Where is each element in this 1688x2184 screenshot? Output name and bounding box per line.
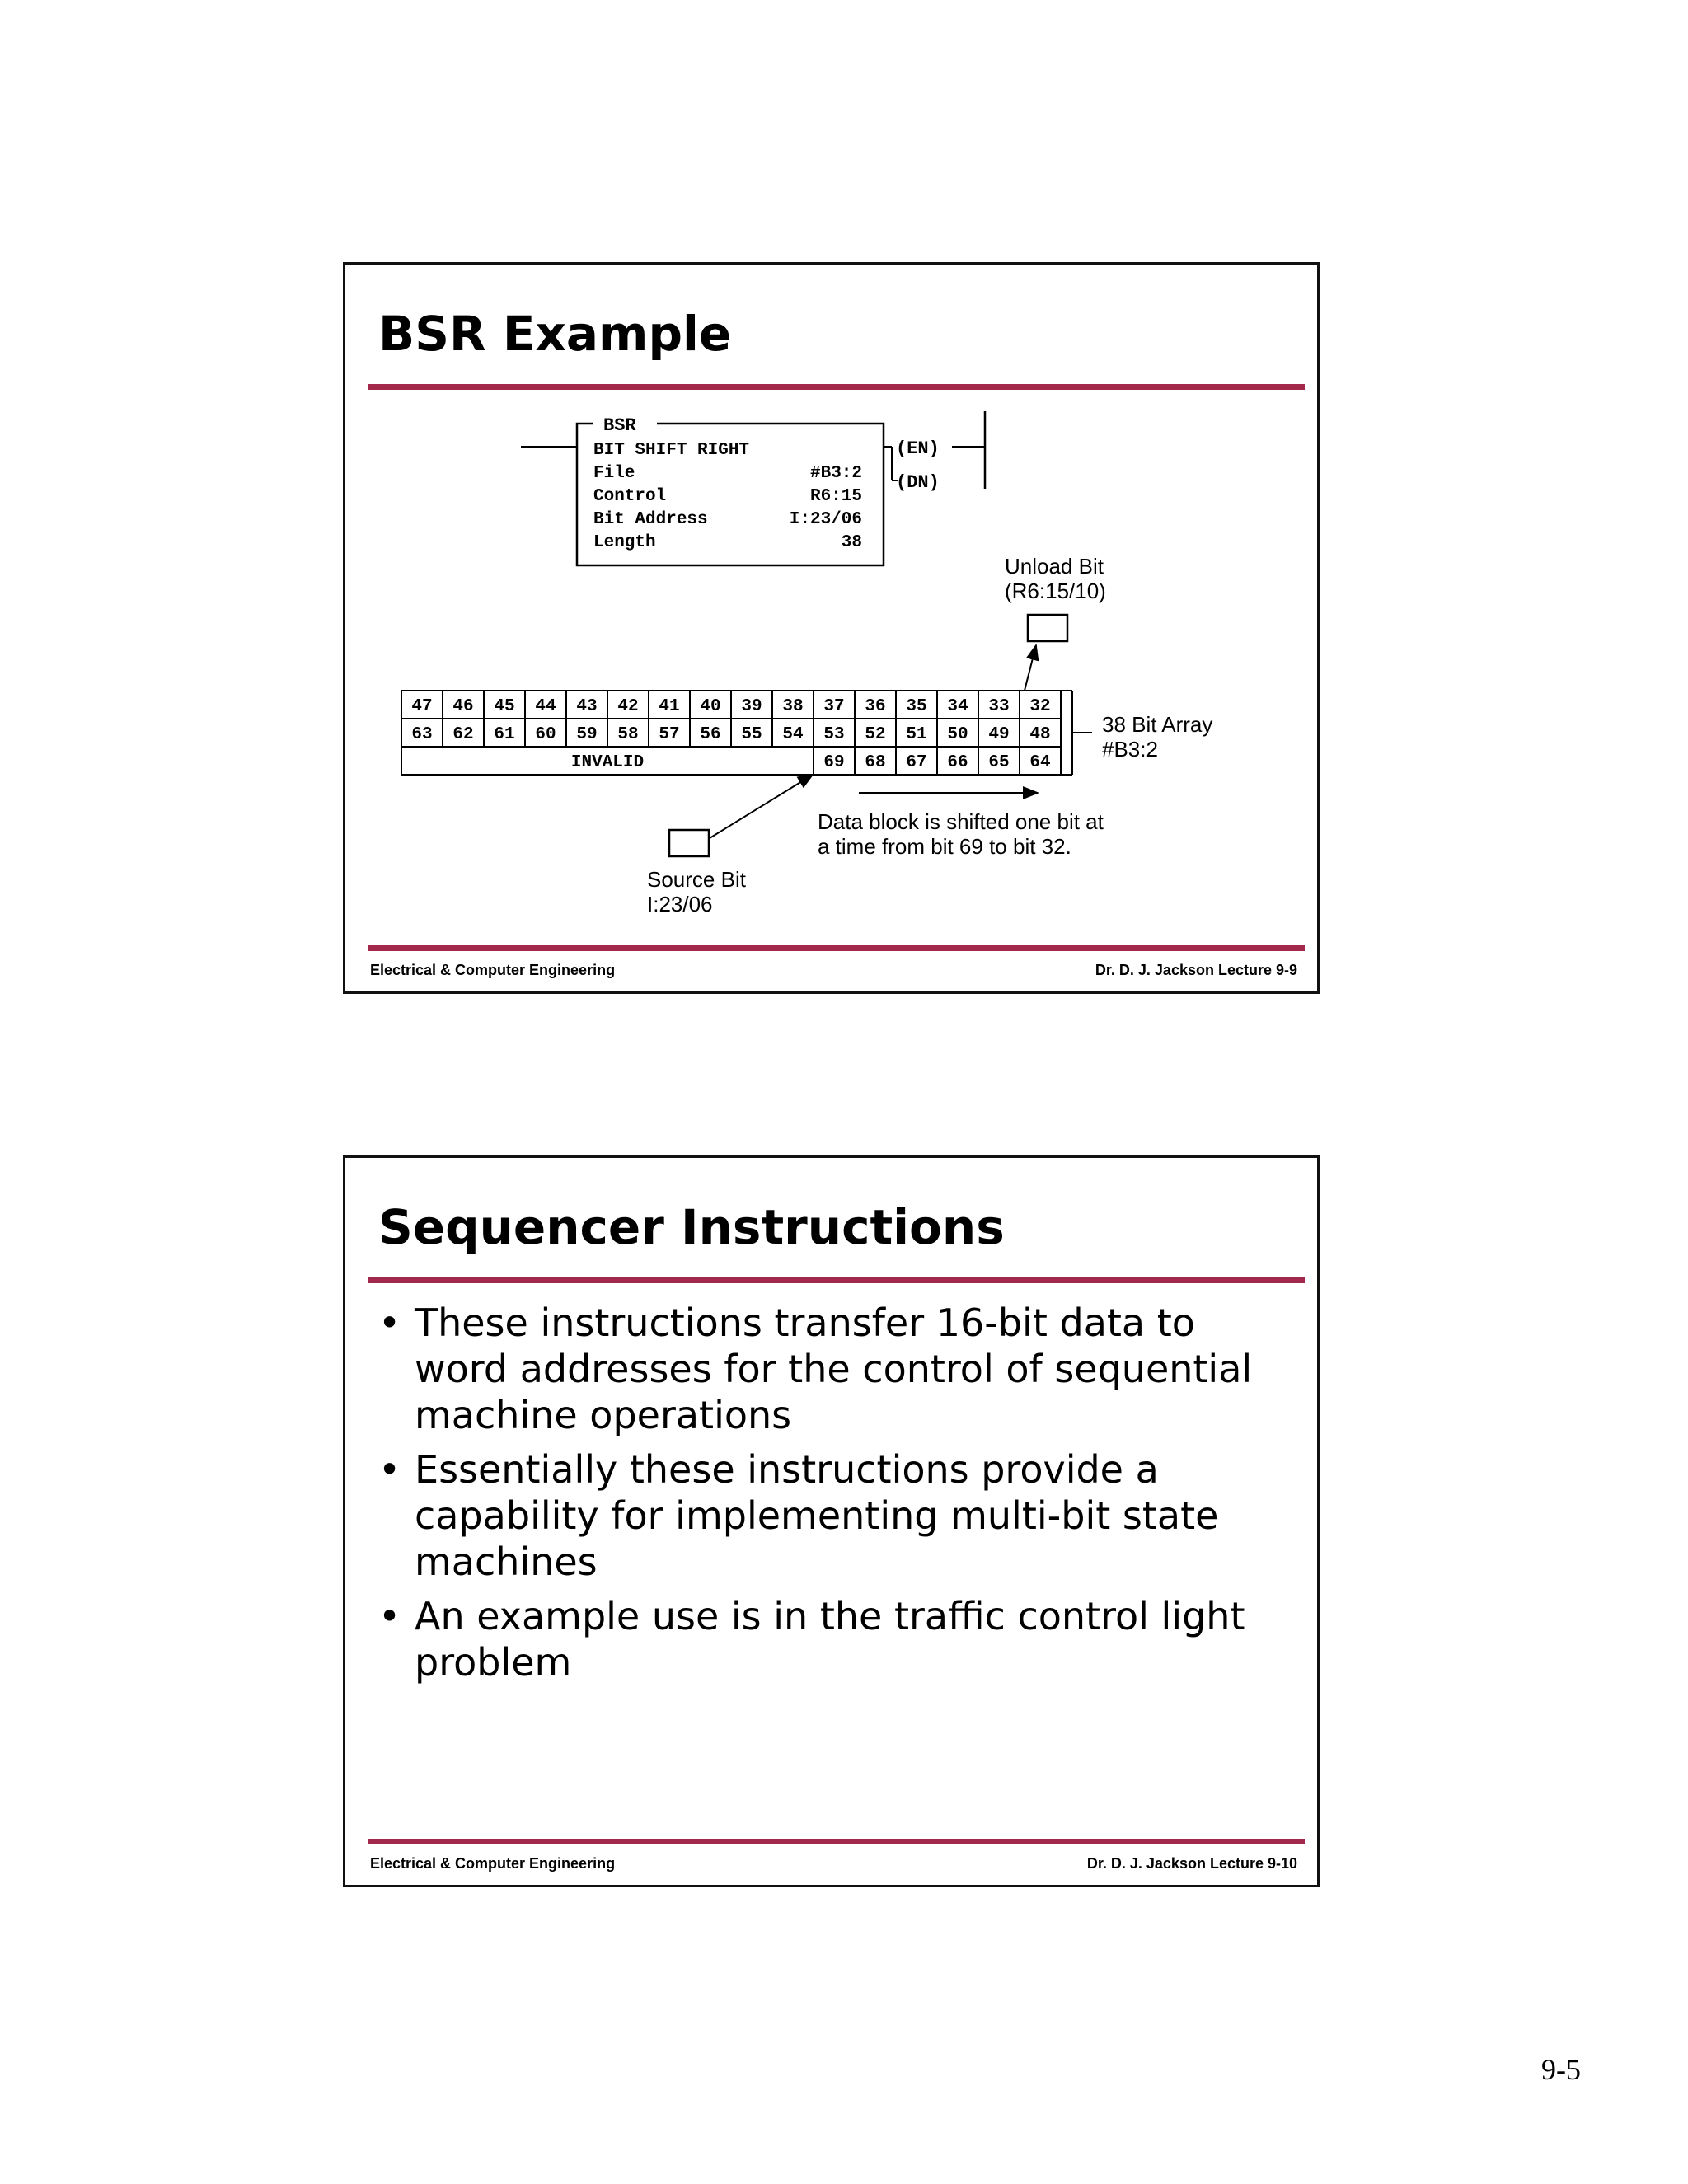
bit-cell: 64: [1029, 753, 1051, 772]
block-line-4-label: Bit Address: [593, 510, 708, 529]
bit-cell: 33: [988, 697, 1010, 716]
block-line-3-label: Control: [593, 487, 667, 506]
bit-cell: 67: [906, 753, 927, 772]
bit-cell: 68: [865, 753, 886, 772]
bit-cell: 42: [617, 697, 639, 716]
bit-cell: 54: [782, 725, 804, 744]
invalid-cell: INVALID: [570, 753, 645, 772]
bit-cell: 53: [823, 725, 845, 744]
bit-cell: 49: [988, 725, 1010, 744]
bullet-text: These instructions transfer 16-bit data to word addresses for the control of sequential machine operations: [415, 1301, 1253, 1437]
source-bit-box: [669, 830, 709, 856]
slide-bsr-example: [343, 262, 1320, 994]
bullet-dot: •: [378, 1301, 401, 1345]
bsr-diagram: [345, 265, 1322, 996]
source-label-1: Source Bit: [647, 867, 746, 892]
footer-rule: [368, 945, 1305, 951]
bit-cell: 63: [411, 725, 433, 744]
shift-note-1: Data block is shifted one bit at: [818, 809, 1104, 834]
title-rule: [368, 1277, 1305, 1283]
footer-right: Dr. D. J. Jackson Lecture 9-9: [1095, 962, 1297, 978]
bit-cell: 47: [411, 697, 433, 716]
bullet-dot: •: [378, 1594, 401, 1638]
footer-left: Electrical & Computer Engineering: [370, 962, 616, 978]
footer-rule: [368, 1839, 1305, 1844]
slide-title: Sequencer Instructions: [378, 1199, 1005, 1255]
bit-cell: 50: [947, 725, 968, 744]
bit-cell: 66: [947, 753, 968, 772]
bit-cell: 58: [617, 725, 639, 744]
block-line-3-value: R6:15: [809, 487, 862, 506]
bit-cell: 35: [906, 697, 927, 716]
bullet-item: [378, 1446, 1293, 1585]
bullet-item: [378, 1593, 1293, 1685]
array-label-2: #B3:2: [1102, 737, 1158, 762]
bit-cell: 48: [1029, 725, 1051, 744]
bsr-instruction-block: [577, 415, 884, 565]
bit-cell: 38: [782, 697, 804, 716]
page-number: 9-5: [1541, 2053, 1581, 2086]
bit-cell: 34: [947, 697, 968, 716]
bullet-text: An example use is in the traffic control light problem: [415, 1594, 1245, 1685]
footer-left: Electrical & Computer Engineering: [370, 1855, 616, 1872]
bit-cell: 32: [1029, 697, 1051, 716]
bullet-text: Essentially these instructions provide a capability for implementing multi-bit state machines: [415, 1447, 1219, 1584]
en-coil-label: (EN): [896, 438, 940, 459]
bit-cell: 36: [865, 697, 886, 716]
bullet-item: [378, 1300, 1293, 1438]
unload-label-1: Unload Bit: [1005, 554, 1104, 579]
footer-right: Dr. D. J. Jackson Lecture 9-10: [1086, 1855, 1297, 1872]
bit-cell: 60: [535, 725, 556, 744]
bit-cell: 55: [741, 725, 762, 744]
bit-cell: 69: [823, 753, 845, 772]
dn-coil-label: (DN): [896, 472, 940, 493]
unload-arrow: [1025, 645, 1036, 691]
slide-title: BSR Example: [378, 306, 732, 362]
unload-label-2: (R6:15/10): [1005, 579, 1106, 603]
block-line-1-label: BIT SHIFT RIGHT: [593, 441, 750, 460]
bit-cell: 37: [823, 697, 845, 716]
bit-cell: 56: [700, 725, 721, 744]
array-label-1: 38 Bit Array: [1102, 712, 1213, 737]
bit-cell: 62: [452, 725, 474, 744]
bit-cell: 59: [576, 725, 598, 744]
bit-cell: 45: [494, 697, 515, 716]
bit-cell: 52: [865, 725, 886, 744]
block-tag: BSR: [603, 415, 636, 436]
bit-cell: 46: [452, 697, 474, 716]
block-line-2-label: File: [593, 464, 635, 483]
slide-sequencer-instructions: [343, 1155, 1320, 1887]
block-line-4-value: I:23/06: [789, 510, 862, 529]
output-coils: [884, 411, 985, 493]
unload-bit-box: [1028, 615, 1067, 641]
bit-cell: 40: [700, 697, 721, 716]
block-line-2-value: #B3:2: [809, 464, 862, 483]
bit-cell: 57: [659, 725, 680, 744]
shift-note-2: a time from bit 69 to bit 32.: [818, 834, 1071, 859]
bullet-dot: •: [378, 1447, 401, 1492]
bit-array-grid: [401, 691, 1061, 775]
bit-cell: 41: [659, 697, 680, 716]
block-line-5-value: 38: [841, 533, 862, 552]
bit-cell: 51: [906, 725, 927, 744]
bit-cell: 44: [535, 697, 556, 716]
block-line-5-label: Length: [593, 533, 656, 552]
source-label-2: I:23/06: [647, 892, 713, 916]
bit-cell: 39: [741, 697, 762, 716]
bit-cell: 61: [494, 725, 515, 744]
source-arrow: [710, 775, 813, 838]
bullet-list: [378, 1300, 1293, 1694]
bit-cell: 43: [576, 697, 598, 716]
bit-cell: 65: [988, 753, 1010, 772]
